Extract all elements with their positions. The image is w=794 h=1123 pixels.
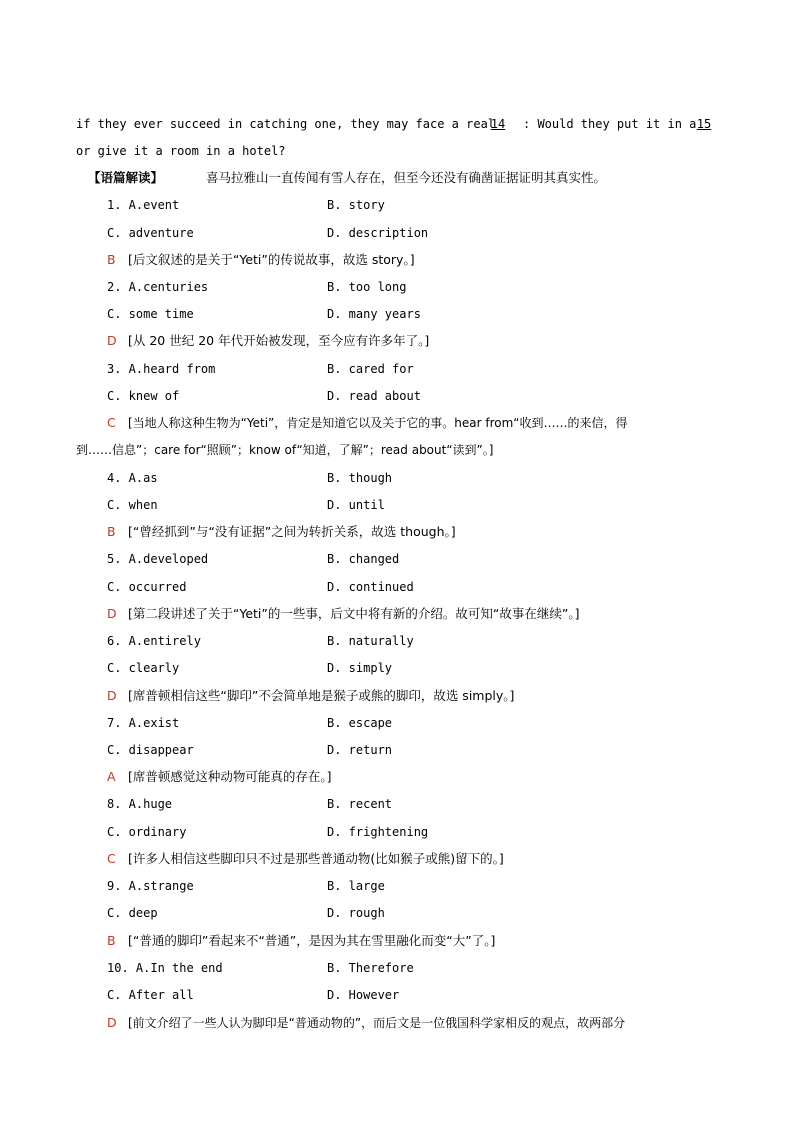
question-row	[0, 359, 794, 379]
question-row	[0, 794, 794, 814]
option-c: C. some time	[107, 307, 194, 321]
answer-letter: C	[107, 415, 116, 430]
answer-explanation: [后文叙述的是关于“Yeti”的传说故事，故选 story。]	[128, 252, 415, 267]
question-row	[0, 386, 794, 406]
option-a: 5. A.developed	[107, 552, 209, 566]
option-a: 3. A.heard from	[107, 362, 216, 376]
option-d: D. simply	[327, 661, 393, 675]
answer-row	[0, 849, 794, 869]
answer-row	[0, 686, 794, 706]
analysis-label: 【语篇解读】	[88, 170, 164, 185]
blank-15: 15	[696, 117, 712, 131]
answer-row	[0, 522, 794, 542]
question-row	[0, 658, 794, 678]
answer-letter: B	[107, 524, 116, 539]
option-c: C. adventure	[107, 226, 194, 240]
question-row	[0, 740, 794, 760]
option-d: D. continued	[327, 580, 414, 594]
answer-row	[0, 250, 794, 270]
answer-explanation: [席普顿感觉这种动物可能真的存在。]	[128, 769, 332, 784]
option-a: 7. A.exist	[107, 716, 180, 730]
option-c: C. occurred	[107, 580, 187, 594]
answer-letter: A	[107, 769, 116, 784]
answer-letter: D	[107, 333, 117, 348]
question-row	[0, 903, 794, 923]
option-a: 4. A.as	[107, 471, 158, 485]
question-row	[0, 822, 794, 842]
option-c: C. when	[107, 498, 158, 512]
option-d: D. read about	[327, 389, 421, 403]
option-a: 6. A.entirely	[107, 634, 201, 648]
answer-letter: C	[107, 851, 116, 866]
answer-explanation: [当地人称这种生物为“Yeti”，肯定是知道它以及关于它的事。hear from“收到……的来信，得	[128, 416, 628, 430]
option-d: D. However	[327, 988, 400, 1002]
option-c: C. clearly	[107, 661, 180, 675]
question-row	[0, 577, 794, 597]
question-row	[0, 549, 794, 569]
option-a: 9. A.strange	[107, 879, 194, 893]
blank-14: 14	[490, 117, 506, 131]
answer-explanation: [“曾经抓到”与“没有证据”之间为转折关系，故选 though。]	[128, 524, 456, 539]
question-row	[0, 468, 794, 488]
option-c: C. After all	[107, 988, 194, 1002]
question-row	[0, 958, 794, 978]
answer-letter: D	[107, 606, 117, 621]
option-a: 1. A.event	[107, 198, 180, 212]
option-d: D. description	[327, 226, 429, 240]
option-b: B. naturally	[327, 634, 414, 648]
option-a: 2. A.centuries	[107, 280, 209, 294]
option-b: B. too long	[327, 280, 407, 294]
option-b: B. Therefore	[327, 961, 414, 975]
option-d: D. until	[327, 498, 385, 512]
option-d: D. rough	[327, 906, 385, 920]
question-row	[0, 713, 794, 733]
option-c: C. knew of	[107, 389, 180, 403]
option-d: D. frightening	[327, 825, 429, 839]
answer-explanation: [第二段讲述了关于“Yeti”的一些事，后文中将有新的介绍。故可知“故事在继续”。]	[128, 606, 580, 621]
answer-explanation: [席普顿相信这些“脚印”不会简单地是猴子或熊的脚印，故选 simply。]	[128, 688, 515, 703]
analysis-text: 喜马拉雅山一直传闻有雪人存在，但至今还没有确凿证据证明其真实性。	[206, 170, 607, 185]
discourse-analysis	[0, 168, 794, 188]
passage-text: : Would they put it in a	[523, 117, 697, 131]
answer-letter: D	[107, 1015, 117, 1030]
passage-line	[0, 141, 794, 161]
question-row	[0, 223, 794, 243]
answer-explanation: [许多人相信这些脚印只不过是那些普通动物(比如猴子或熊)留下的。]	[128, 851, 504, 866]
answer-row	[0, 604, 794, 624]
answer-letter: B	[107, 252, 116, 267]
question-row	[0, 304, 794, 324]
option-c: C. disappear	[107, 743, 194, 757]
option-b: B. story	[327, 198, 385, 212]
answer-row	[0, 931, 794, 951]
answer-letter: D	[107, 688, 117, 703]
question-row	[0, 876, 794, 896]
passage-line	[0, 114, 794, 134]
option-b: B. large	[327, 879, 385, 893]
option-c: C. deep	[107, 906, 158, 920]
answer-explanation: [“普通的脚印”看起来不“普通”，是因为其在雪里融化而变“大”了。]	[128, 933, 496, 948]
answer-row-continued	[0, 440, 794, 460]
answer-letter: B	[107, 933, 116, 948]
option-b: B. though	[327, 471, 393, 485]
option-d: D. many years	[327, 307, 421, 321]
option-a: 8. A.huge	[107, 797, 173, 811]
question-row	[0, 277, 794, 297]
question-row	[0, 631, 794, 651]
answer-explanation: 到……信息”；care for“照顾”；know of“知道，了解”；read about“读到”。]	[76, 443, 494, 457]
answer-explanation: [从 20 世纪 20 年代开始被发现，至今应有许多年了。]	[128, 333, 430, 348]
option-d: D. return	[327, 743, 393, 757]
option-c: C. ordinary	[107, 825, 187, 839]
option-b: B. recent	[327, 797, 393, 811]
answer-explanation: [前文介绍了一些人认为脚印是“普通动物的”，而后文是一位俄国科学家相反的观点，故两部分	[128, 1016, 626, 1030]
passage-text: if they ever succeed in catching one, they may face a real	[76, 117, 496, 131]
passage-text: or give it a room in a hotel?	[76, 144, 286, 158]
question-row	[0, 495, 794, 515]
question-row	[0, 985, 794, 1005]
answer-row	[0, 331, 794, 351]
answer-row	[0, 1013, 794, 1033]
answer-row	[0, 767, 794, 787]
question-row	[0, 195, 794, 215]
option-a: 10. A.In the end	[107, 961, 223, 975]
option-b: B. cared for	[327, 362, 414, 376]
option-b: B. changed	[327, 552, 400, 566]
option-b: B. escape	[327, 716, 393, 730]
answer-row	[0, 413, 794, 433]
